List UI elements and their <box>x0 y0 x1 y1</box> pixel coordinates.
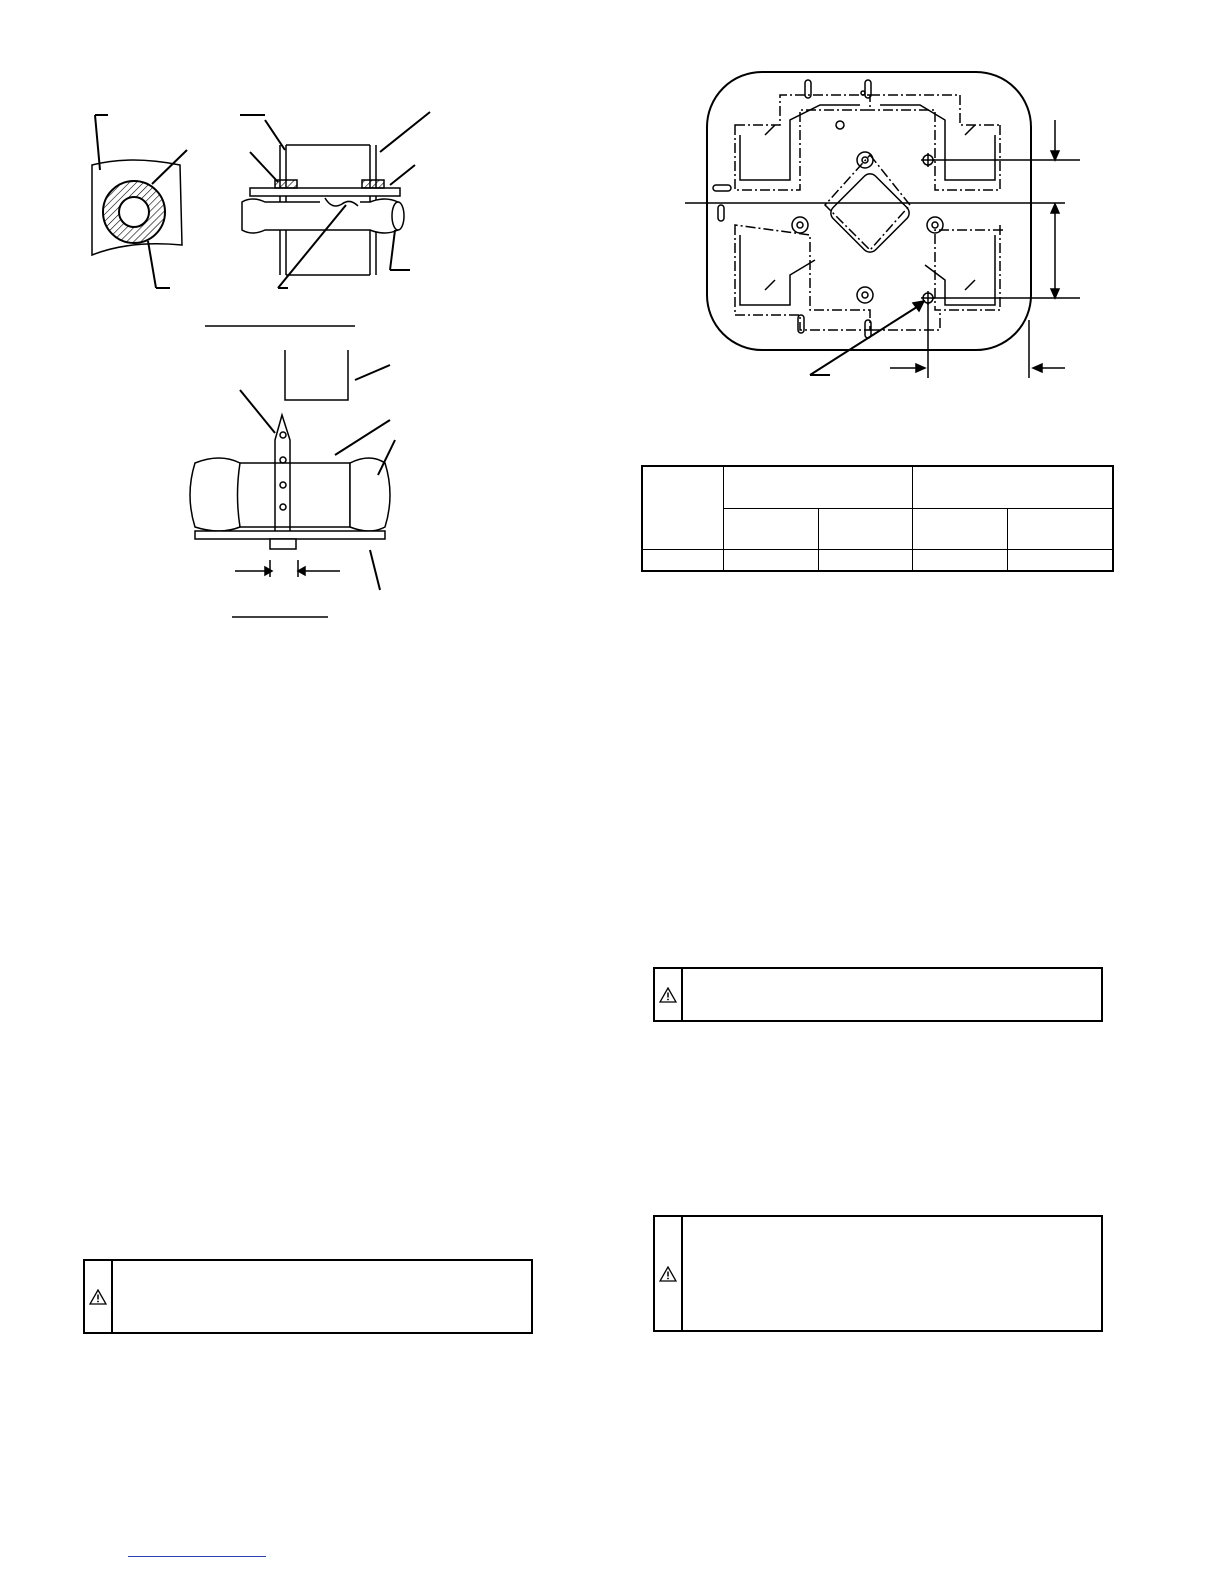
table-header-cell <box>642 466 724 549</box>
table-subheader-cell <box>818 508 913 549</box>
pipe-strap-figure <box>180 345 410 625</box>
warning-box-2 <box>653 1215 1103 1332</box>
table-subheader-cell <box>724 508 819 549</box>
dimension-table <box>641 465 1114 572</box>
warning-box-1 <box>653 967 1103 1022</box>
warning-triangle-icon <box>659 1266 677 1282</box>
warning-box-3 <box>83 1259 533 1334</box>
sleeve-through-wall <box>240 112 430 288</box>
warning-icon-gutter <box>655 969 683 1020</box>
warning-icon-gutter <box>655 1217 683 1330</box>
warning-triangle-icon <box>659 987 677 1003</box>
footer-link-rule[interactable] <box>128 1556 266 1557</box>
table-subheader-cell <box>913 508 1008 549</box>
table-row <box>642 549 1113 571</box>
table-header-cell <box>913 466 1113 508</box>
table-cell <box>642 549 724 571</box>
insulation-sleeve-figure <box>70 100 450 340</box>
pipe-cross-section <box>92 115 187 288</box>
warning-triangle-icon <box>89 1289 107 1305</box>
table-header-cell <box>724 466 913 508</box>
warning-icon-gutter <box>85 1261 113 1332</box>
table-cell <box>724 549 819 571</box>
table-cell <box>913 549 1008 571</box>
table-cell <box>818 549 913 571</box>
table-subheader-cell <box>1007 508 1113 549</box>
base-pan-plan-figure <box>680 65 1080 385</box>
table-cell <box>1007 549 1113 571</box>
